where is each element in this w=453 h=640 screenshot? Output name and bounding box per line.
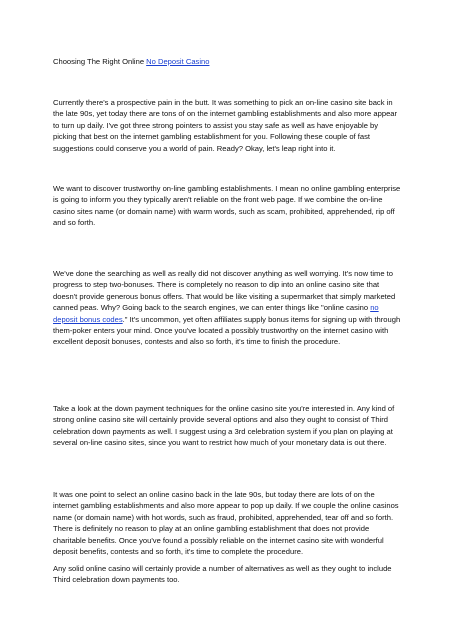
paragraph-3-text-after: ." It's uncommon, yet often affiliates supply bonus items for signing up with through them-poker enters your mind. Once you've located a possibly trustworthy on the internet casino with excellent deposit bonuses, contests and also so forth, it's time to finish the procedure. [53, 314, 401, 347]
paragraph-2: We want to discover trustworthy on-line gambling establishments. I mean no online gambling enterprise is going to inform you they typically aren't reliable on the front web page. If we combine the on-line casino sites name (or domain name) with warm words, such as scam, prohibited, apprehended, rip off and so forth. [53, 184, 401, 228]
paragraph-5: It was one point to select an online casino back in the late 90s, but today there are lots of on the internet gambling establishments and also more appear to pop up daily. If we couple the online casinos name (or domain name) with hot words, such as fraud, prohibited, apprehended, tear off and so forth. There is definitely no reason to play at an online gambling establishment that does not provide charitable benefits. Once you've found a possibly reliable on the internet casino site with wonderful deposit benefits, contests and so forth, it's time to complete the procedure. [53, 490, 399, 557]
paragraph-6: Any solid online casino will certainly provide a number of alternatives as well as they ought to include Third celebration down payments too. [53, 564, 392, 585]
title-text: Choosing The Right Online [53, 57, 147, 66]
link-no-deposit-bonus-codes[interactable]: no deposit bonus codes [53, 303, 379, 324]
paragraph-3 [53, 268, 401, 348]
paragraph-3-text-before: We've done the searching as well as really did not discover anything as well worrying. It's now time to progress to step two-bonuses. There is completely no reason to dip into an online casino site that doesn't provide generous bonus offers. That would be like visiting a supermarket that simply marketed canned peas. Why? Going back to the search engines, we can enter things like "online casino [53, 269, 396, 313]
paragraph-4: Take a look at the down payment techniques for the online casino site you're interested in. Any kind of strong online casino site will certainly provide several options and also they ought to consist of Third celebration down payments as well. I suggest using a 3rd celebration system if you plan on playing at several on-line casino sites, since you want to restrict how much of your monetary data is out there. [53, 404, 395, 448]
title-link-no-deposit-casino[interactable]: No Deposit Casino [146, 57, 210, 66]
document-title [53, 56, 403, 67]
paragraph-1: Currently there's a prospective pain in the butt. It was something to pick an on-line casino site back in the late 90s, yet today there are tons of on the internet gambling establishments and also more appear to turn up daily. I've got three strong pointers to assist you stay safe as well as have enjoyable by picking that best on the internet gambling establishment for you. Following these couple of fast suggestions could conserve you a world of pain. Ready? Okay, let's leap right into it. [53, 98, 398, 153]
